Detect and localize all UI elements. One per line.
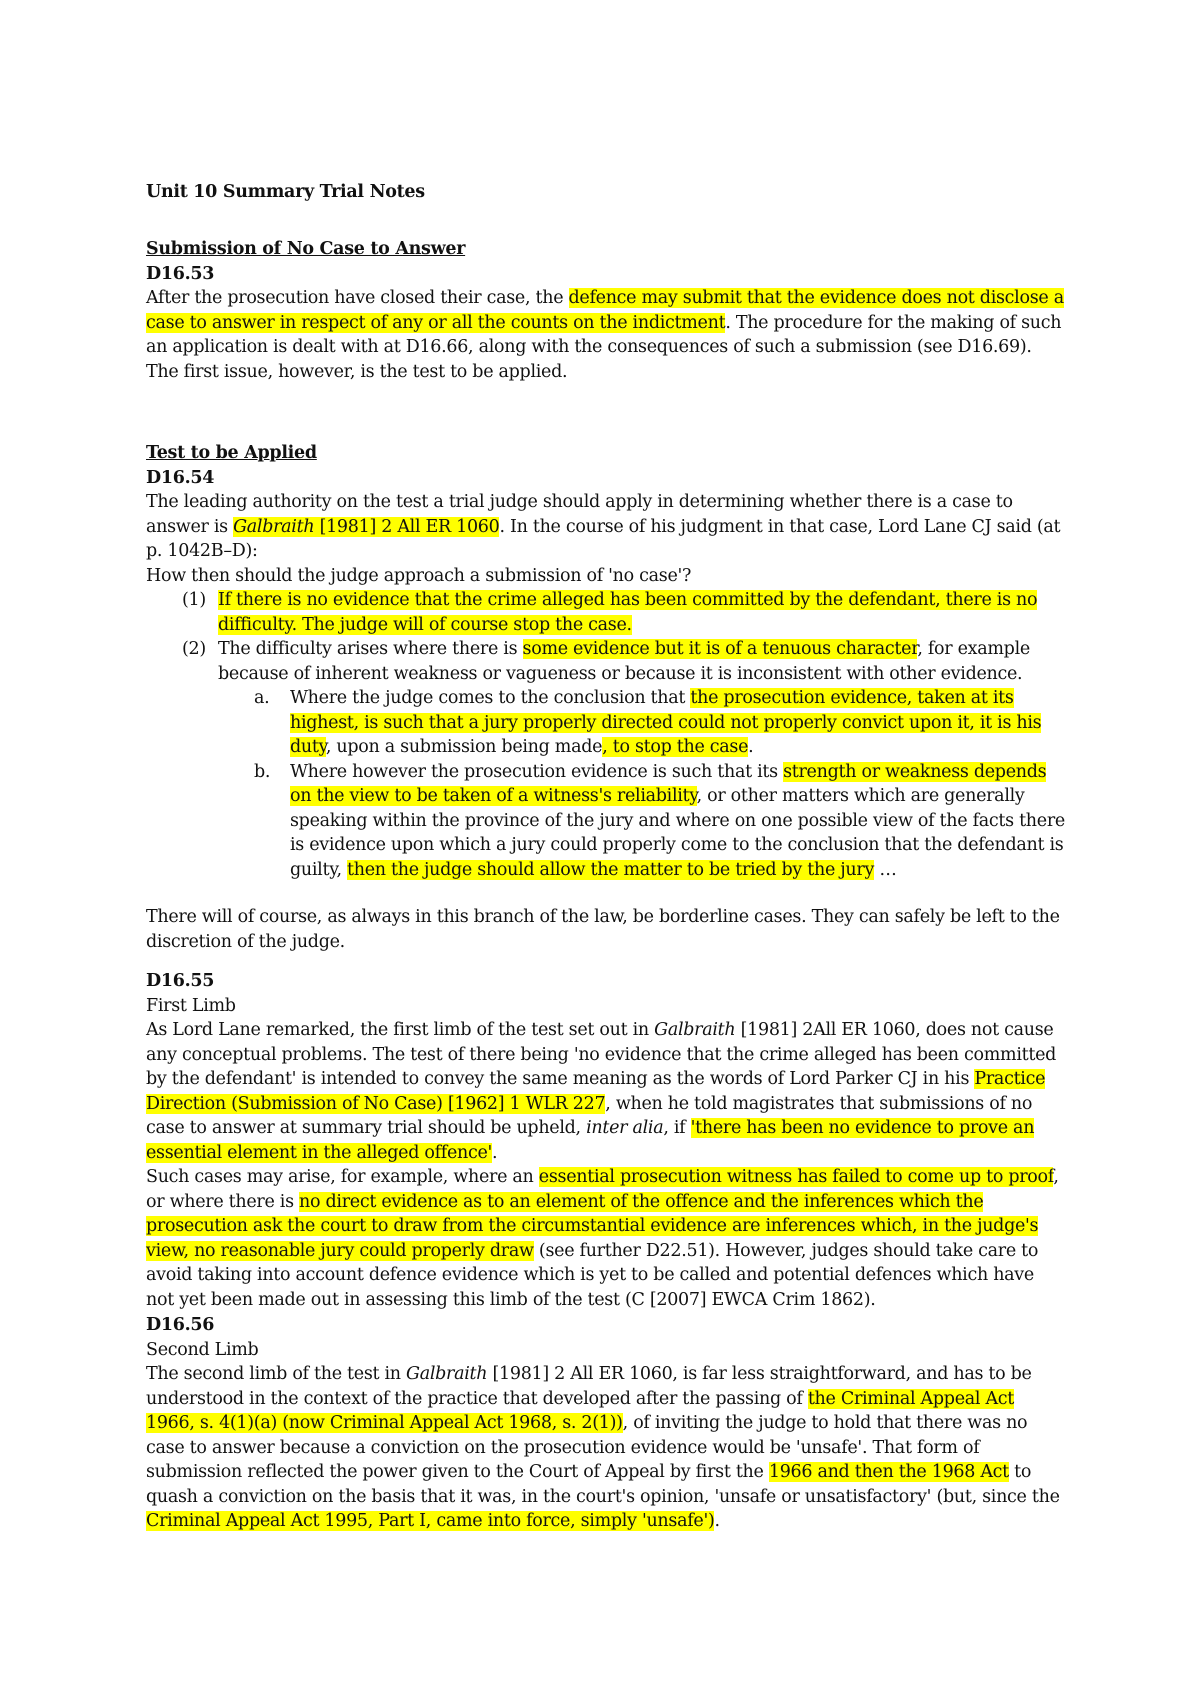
highlight: essential prosecution witness has failed to come up to proof bbox=[538, 1167, 1054, 1187]
section-test bbox=[146, 441, 1066, 882]
subheading: Second Limb bbox=[146, 1339, 259, 1360]
list-item: b. Where however the prosecution evidence is such that its strength or weakness depends on the view to be taken of a witness's reliability, or other matters which are generally speaking within the province of the jury and where on one possible view of the facts there is evidence upon which a jury could properly come to the conclusion that the defendant is guilty, then the judge should allow the matter to be tried by the jury … bbox=[254, 761, 1065, 880]
paragraph: There will of course, as always in this branch of the law, be borderline cases. They can safely be left to the discretion of the judge. bbox=[146, 907, 1060, 952]
section-first-limb bbox=[146, 969, 1066, 1312]
highlight: strength or weakness depends on the view to be taken of a witness's reliability bbox=[290, 761, 1047, 806]
paragraph: Such cases may arise, for example, where an essential prosecution witness has failed to come up to proof, or where there is no direct evidence as to an element of the offence and the inferences which the prosecution ask the court to draw from the circumstantial evidence are inferences which, in the judge's view, no reasonable jury could properly draw (see further D22.51). However, judges should take care to avoid taking into account defence evidence which is yet to be called and potential defences which have not yet been made out in assessing this limb of the test (C [2007] EWCA Crim 1862). bbox=[146, 1167, 1059, 1310]
paragraph: As Lord Lane remarked, the first limb of the test set out in Galbraith [1981] 2All ER 1060, does not cause any conceptual problems. The test of there being 'no evidence that the crime alleged has been committed by the defendant' is intended to convey the same meaning as the words of Lord Parker CJ in his Practice Direction (Submission of No Case) [1962] 1 WLR 227, when he told magistrates that submissions of no case to answer at summary trial should be upheld, inter alia, if 'there has been no evidence to prove an essential element in the alleged offence'. bbox=[146, 1020, 1057, 1163]
paragraph: After the prosecution have closed their case, the defence may submit that the evidence does not disclose a case to answer in respect of any or all the counts on the indictment. The procedure for the making of such an application is dealt with at D16.66, along with the consequences of such a submission (see D16.69). The first issue, however, is the test to be applied. bbox=[146, 288, 1064, 382]
highlight: , to stop the case bbox=[602, 737, 749, 757]
highlight: the Criminal Appeal Act 1966, s. 4(1)(a) (now Criminal Appeal Act 1968, s. 2(1)) bbox=[146, 1388, 1015, 1433]
highlight: the prosecution evidence, taken at its highest, is such that a jury properly directed could not properly convict upon it, it is his duty bbox=[290, 688, 1042, 757]
borderline-paragraph-block bbox=[146, 905, 1066, 954]
subheading: First Limb bbox=[146, 995, 236, 1016]
section-ref: D16.56 bbox=[146, 1315, 215, 1335]
paragraph: The leading authority on the test a trial judge should apply in determining whether there is a case to answer is Galbraith [1981] 2 All ER 1060. In the course of his judgment in that case, Lord Lane CJ said (at p. 1042B–D): bbox=[146, 492, 1061, 561]
section-ref: D16.53 bbox=[146, 263, 215, 284]
highlight: no direct evidence as to an element of the offence and the inferences which the prosecution ask the court to draw from the circumstantial evidence are inferences which, in the judge's view, no reasonable jury could properly draw bbox=[146, 1191, 1039, 1261]
highlight: 'there has been no evidence to prove an essential element in the alleged offence' bbox=[146, 1118, 1035, 1163]
section-heading: Submission of No Case to Answer bbox=[146, 239, 466, 259]
highlight: defence may submit that the evidence does not disclose a case to answer in respect of any or all the counts on the indictment bbox=[146, 288, 1064, 333]
list-item: (2) The difficulty arises where there is some evidence but it is of a tenuous character, for example because of inherent weakness or vagueness or because it is inconsistent with other evidence. bbox=[182, 639, 1030, 684]
section-second-limb bbox=[146, 1313, 1066, 1534]
highlight: Criminal Appeal Act 1995, Part I, came into force, simply 'unsafe') bbox=[146, 1511, 715, 1531]
highlight: Practice Direction (Submission of No Case) [1962] 1 WLR 227 bbox=[146, 1069, 1046, 1114]
list-item: a. Where the judge comes to the conclusion that the prosecution evidence, taken at its highest, is such that a jury properly directed could not properly convict upon it, it is his duty, upon a submission being made, to stop the case. bbox=[254, 688, 1042, 757]
highlight: 1966 and then the 1968 Act bbox=[768, 1462, 1009, 1482]
highlight: Galbraith [1981] 2 All ER 1060 bbox=[233, 516, 500, 537]
document-title: Unit 10 Summary Trial Notes bbox=[146, 182, 425, 202]
section-ref: D16.54 bbox=[146, 467, 215, 488]
list-item: (1) If there is no evidence that the crime alleged has been committed by the defendant, there is no difficulty. The judge will of course stop the case. bbox=[182, 590, 1038, 635]
section-heading: Test to be Applied bbox=[146, 443, 317, 463]
section-ref: D16.55 bbox=[146, 971, 215, 991]
highlight: If there is no evidence that the crime alleged has been committed by the defendant, there is no difficulty. The judge will of course stop the case. bbox=[218, 590, 1038, 635]
highlight: some evidence but it is of a tenuous character bbox=[522, 639, 918, 659]
section-submission bbox=[146, 237, 1066, 384]
paragraph: The second limb of the test in Galbraith [1981] 2 All ER 1060, is far less straightforward, and has to be understood in the context of the practice that developed after the passing of the Criminal Appeal Act 1966, s. 4(1)(a) (now Criminal Appeal Act 1968, s. 2(1)), of inviting the judge to hold that there was no case to answer because a conviction on the prosecution evidence would be 'unsafe'. That form of submission reflected the power given to the Court of Appeal by first the 1966 and then the 1968 Act to quash a conviction on the basis that it was, in the court's opinion, 'unsafe or unsatisfactory' (but, since the Criminal Appeal Act 1995, Part I, came into force, simply 'unsafe'). bbox=[146, 1364, 1060, 1531]
lettered-list bbox=[146, 686, 1066, 882]
document-title-block bbox=[146, 180, 1066, 205]
highlight: then the judge should allow the matter to be tried by the jury bbox=[347, 859, 875, 880]
numbered-list bbox=[146, 588, 1066, 686]
quote-intro: How then should the judge approach a submission of 'no case'? bbox=[146, 565, 692, 586]
